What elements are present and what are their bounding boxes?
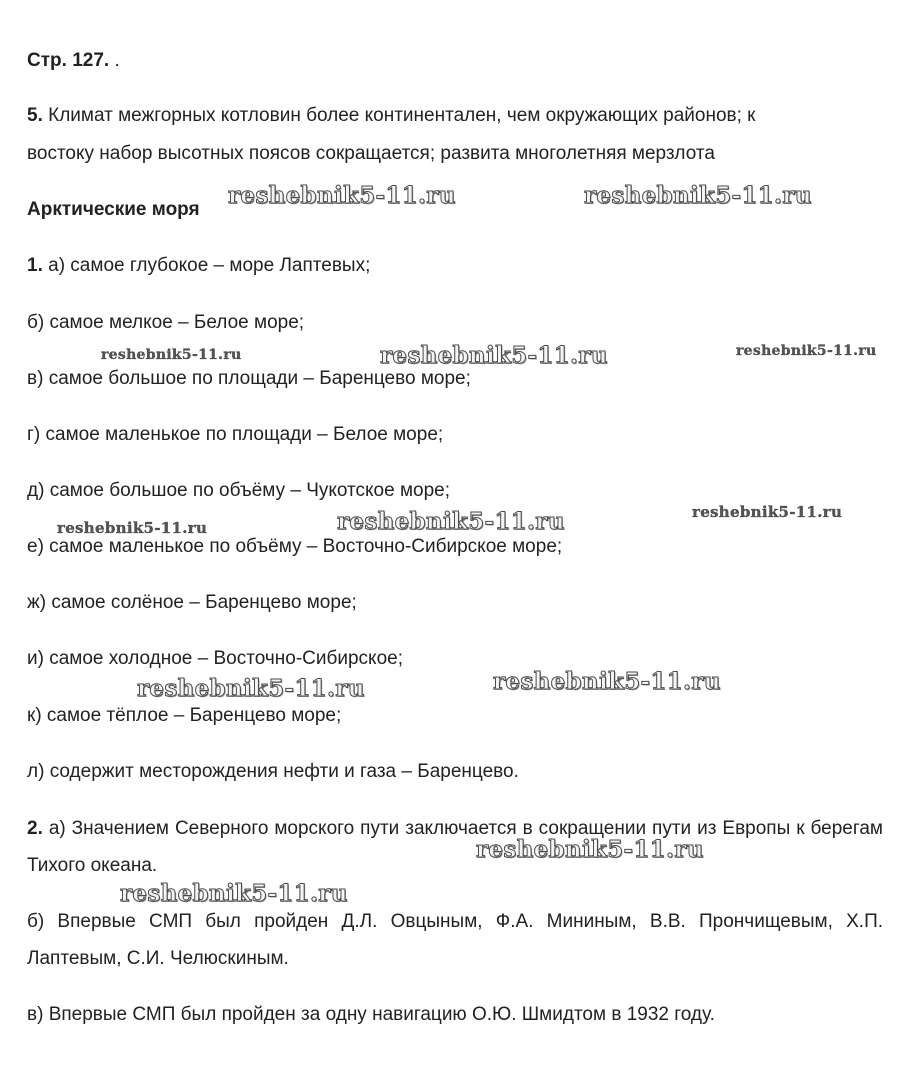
watermark: reshebnik5-11.ru bbox=[228, 182, 456, 209]
watermark: reshebnik5-11.ru bbox=[57, 519, 208, 537]
watermark: reshebnik5-11.ru bbox=[101, 347, 242, 363]
page-reference bbox=[27, 42, 120, 79]
watermark: reshebnik5-11.ru bbox=[493, 668, 721, 695]
watermark: reshebnik5-11.ru bbox=[120, 880, 348, 907]
task1-item-a-text: а) самое глубокое – море Лаптевых; bbox=[42, 255, 371, 276]
task1-item-b: б) самое мелкое – Белое море; bbox=[27, 312, 305, 333]
task2-item-b: б) Впервые СМП был пройден Д.Л. Овцыным, Ф.А. Мининым, В.В. Прончищевым, Х.П. Лаптевым, С.И. Челюскиным. bbox=[27, 911, 883, 969]
task5-text-1: Климат межгорных котловин более континентален, чем окружающих районов; к bbox=[42, 105, 756, 126]
task1-item-k: к) самое тёплое – Баренцево море; bbox=[27, 705, 342, 726]
task5-line2 bbox=[27, 135, 715, 172]
page-reference-suffix: . bbox=[109, 50, 120, 71]
watermark: reshebnik5-11.ru bbox=[380, 342, 608, 369]
task2-item-a-text: а) Значением Северного морского пути заключается в сокращении пути из Европы к берегам Тихого океана. bbox=[27, 818, 883, 876]
task1-item-l: л) содержит месторождения нефти и газа – Баренцево. bbox=[27, 761, 519, 782]
task1-item-e: е) самое маленькое по объёму – Восточно-Сибирское море; bbox=[27, 536, 563, 557]
task2-number: 2. bbox=[27, 818, 43, 839]
watermark: reshebnik5-11.ru bbox=[692, 503, 843, 521]
task2-item-a bbox=[27, 810, 883, 884]
task1-item-v: в) самое большое по площади – Баренцево море; bbox=[27, 368, 471, 389]
task1-item-a bbox=[27, 247, 370, 284]
task1-number: 1. bbox=[27, 255, 43, 276]
page-reference-label: Стр. 127. bbox=[27, 50, 110, 71]
watermark: reshebnik5-11.ru bbox=[736, 343, 877, 359]
task1-item-g: г) самое маленькое по площади – Белое море; bbox=[27, 424, 444, 445]
task2-item-v: в) Впервые СМП был пройден за одну навигацию О.Ю. Шмидтом в 1932 году. bbox=[27, 1004, 715, 1025]
watermark: reshebnik5-11.ru bbox=[476, 836, 704, 863]
task1-item-d: д) самое большое по объёму – Чукотское море; bbox=[27, 480, 451, 501]
section-title: Арктические моря bbox=[27, 199, 200, 220]
task5-line1 bbox=[27, 97, 756, 134]
watermark: reshebnik5-11.ru bbox=[137, 675, 365, 702]
task1-item-zh: ж) самое солёное – Баренцево море; bbox=[27, 592, 357, 613]
watermark: reshebnik5-11.ru bbox=[584, 182, 812, 209]
task5-number: 5. bbox=[27, 105, 43, 126]
task1-item-i: и) самое холодное – Восточно-Сибирское; bbox=[27, 648, 403, 669]
task5-text-2: востоку набор высотных поясов сокращается; развита многолетняя мерзлота bbox=[27, 143, 715, 164]
watermark: reshebnik5-11.ru bbox=[337, 508, 565, 535]
